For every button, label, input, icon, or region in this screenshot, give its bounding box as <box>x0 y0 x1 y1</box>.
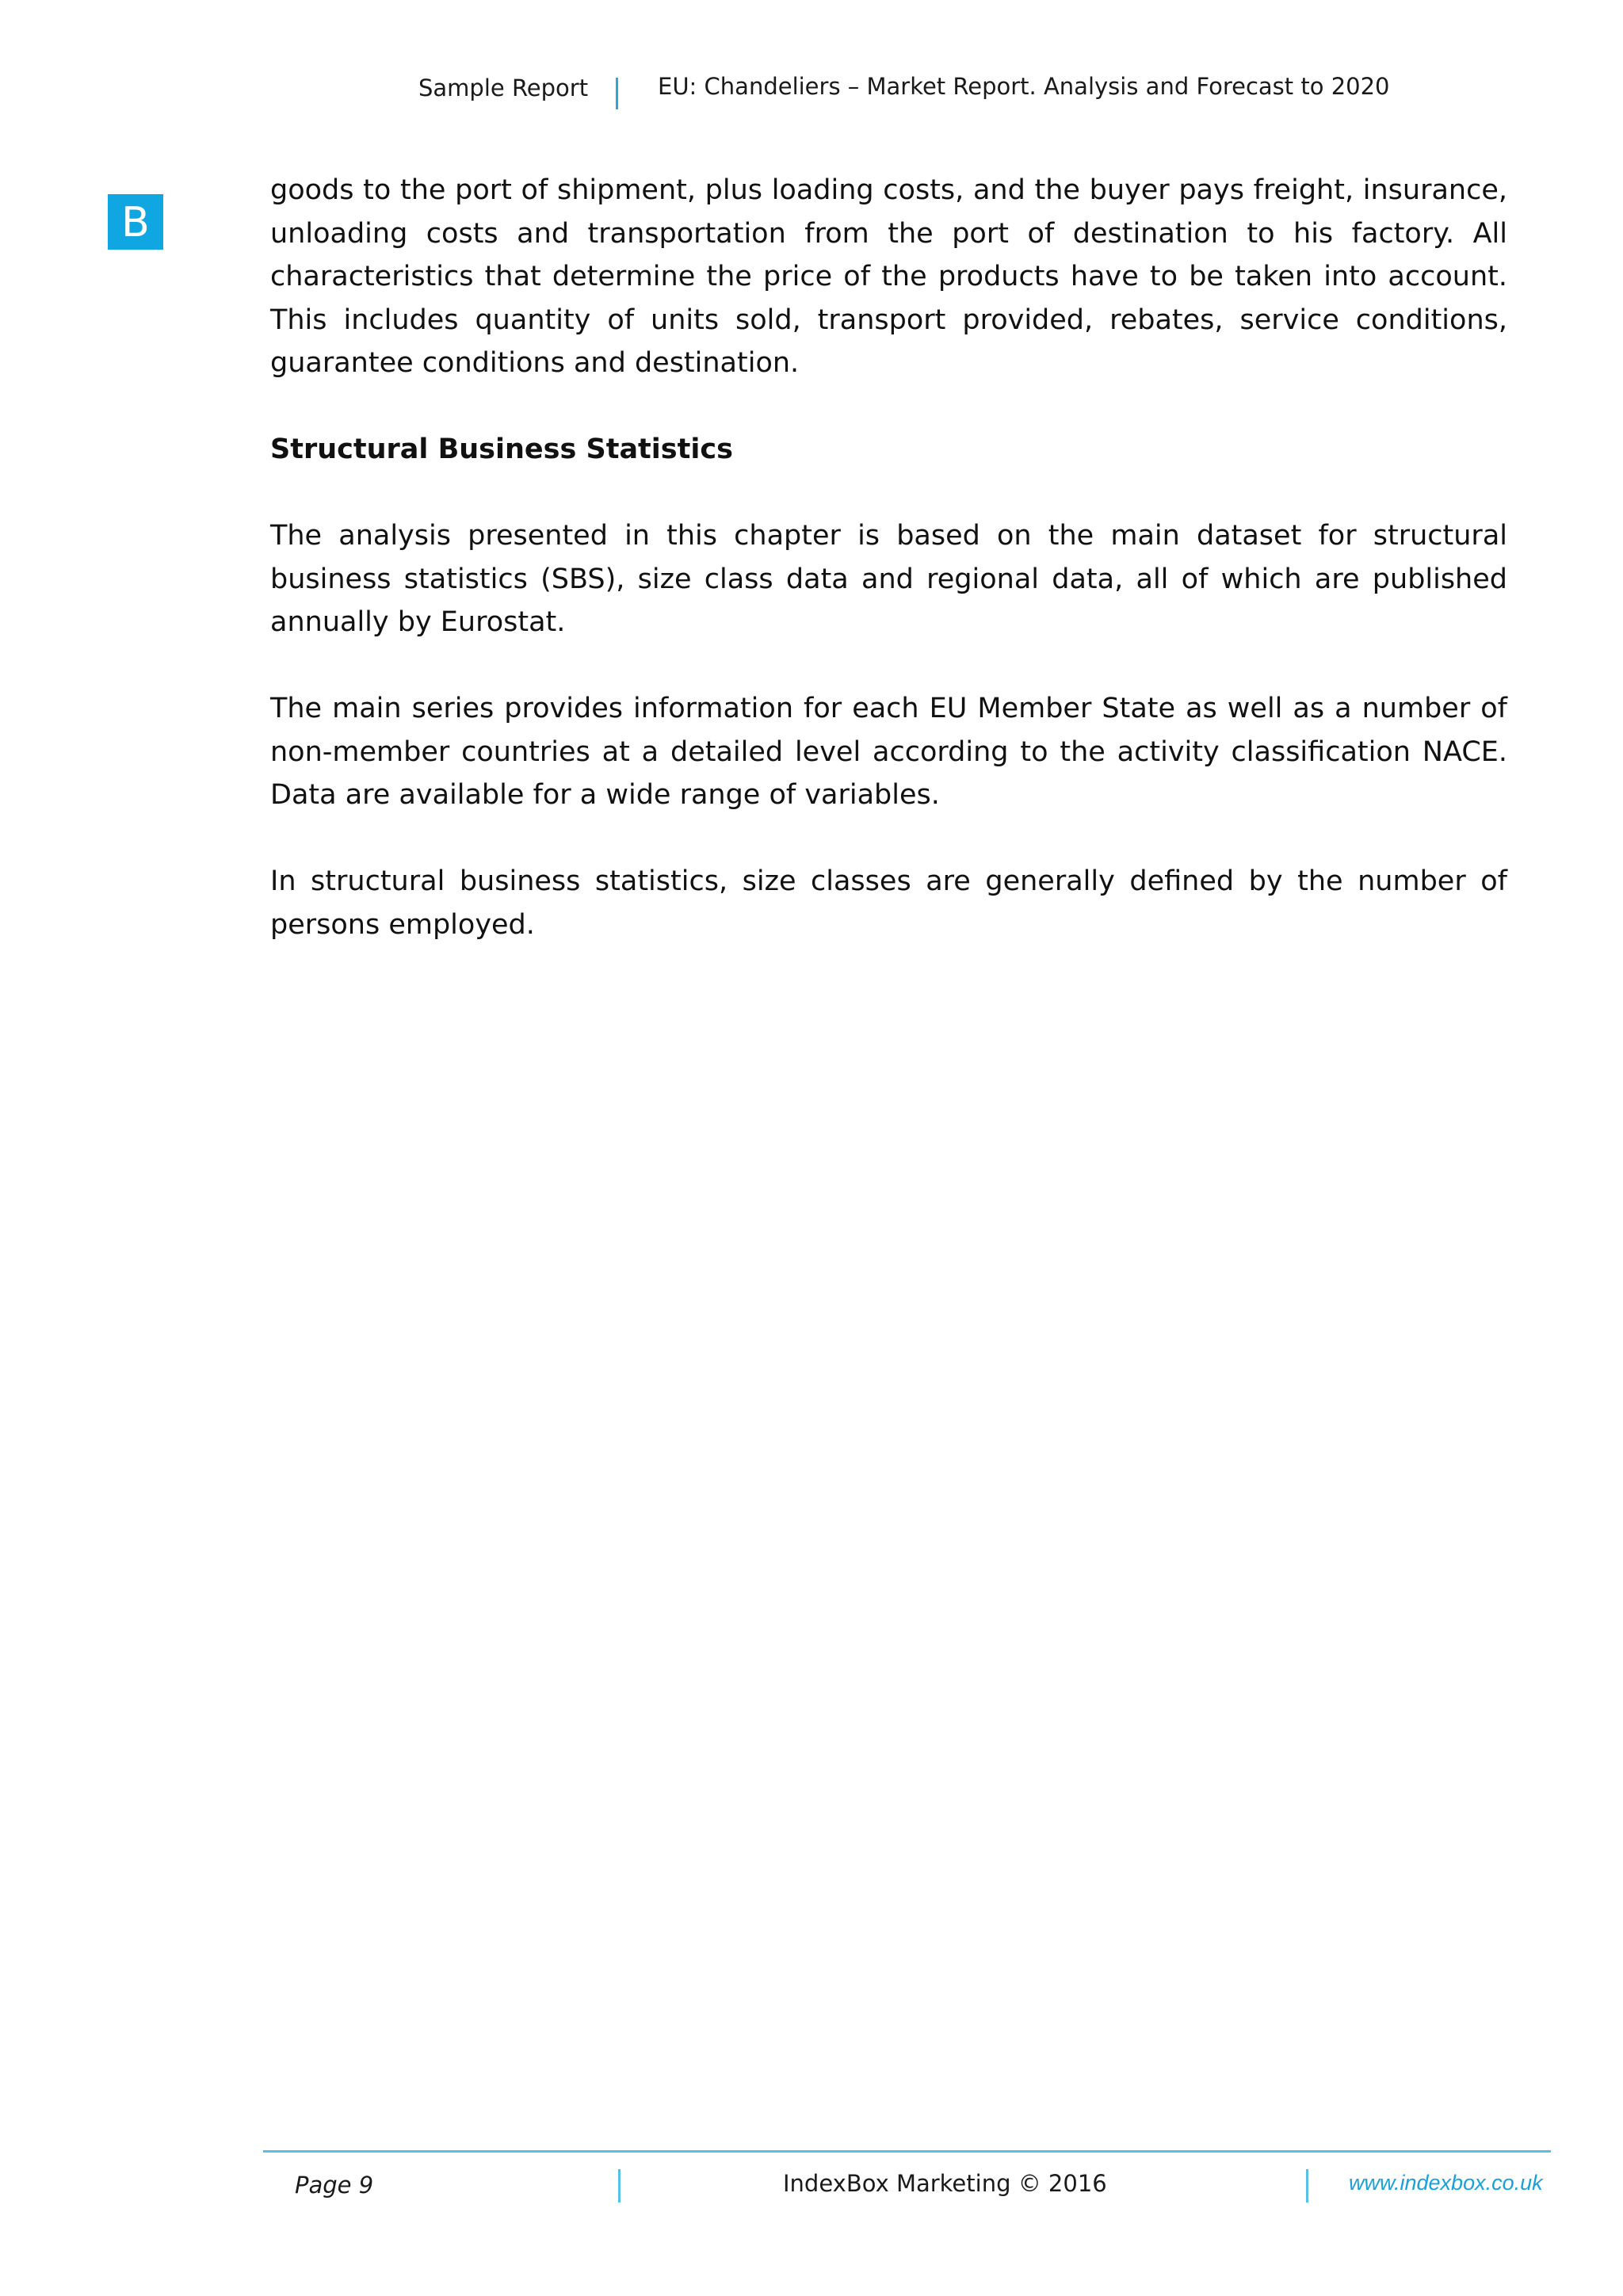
page-number: Page 9 <box>295 2172 374 2199</box>
footer-divider <box>1306 2169 1308 2202</box>
body-paragraph: The main series provides information for each EU Member State as well as a number of non-member countries at a detailed level according to the activity classification NACE. Data are available for a wide range of variables. <box>270 693 1507 811</box>
footer-rule <box>263 2150 1551 2153</box>
logo-letter: B <box>121 199 150 246</box>
header-divider <box>616 78 618 109</box>
footer-website-link[interactable]: www.indexbox.co.uk <box>1349 2171 1543 2195</box>
footer-divider <box>618 2169 621 2202</box>
body-paragraph: The analysis presented in this chapter is based on the main dataset for structural business statistics (SBS), size class data and regional data, all of which are published annually by Eurostat. <box>270 520 1507 638</box>
indexbox-logo <box>108 194 163 250</box>
body-paragraph: goods to the port of shipment, plus loading costs, and the buyer pays freight, insurance, unloading costs and transportation from the port of destination to his factory. All characteristics that determine the price of the products have to be taken into account. This includes quantity of units sold, transport provided, rebates, service conditions, guarantee conditions and destination. <box>270 174 1507 379</box>
header-report-title: EU: Chandeliers – Market Report. Analysis and Forecast to 2020 <box>658 73 1390 100</box>
footer-copyright: IndexBox Marketing © 2016 <box>783 2170 1107 2197</box>
header-report-type: Sample Report <box>418 74 589 101</box>
section-heading: Structural Business Statistics <box>270 434 733 465</box>
page-body <box>270 169 1507 990</box>
body-paragraph: In structural business statistics, size classes are generally defined by the number of persons employed. <box>270 865 1507 941</box>
